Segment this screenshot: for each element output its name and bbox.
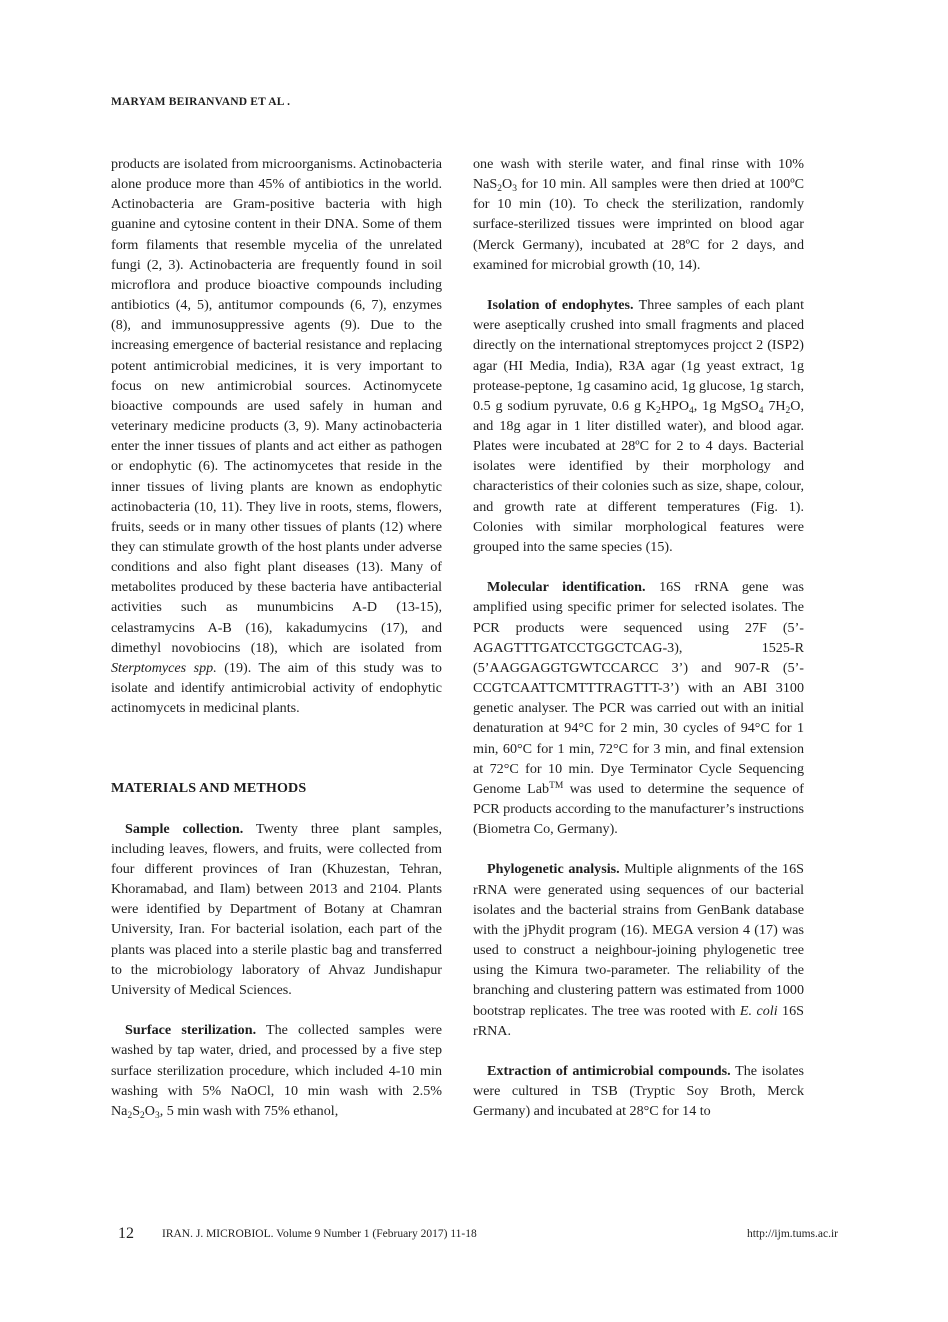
- subscript: 2: [656, 405, 661, 416]
- phylogenetic-text-b: 16S rRNA.: [473, 1002, 804, 1039]
- isolation-paragraph: [473, 295, 804, 557]
- subscript: 2: [497, 184, 503, 195]
- page-footer: [111, 1225, 838, 1248]
- continuation-text-b: for 10 min. All samples were then dried at 100ºC for 10 min (10). To check the sterilization, randomly surface-sterilized tissues were imprinted on blood agar (Merck Germany), incubated at 28ºC for 2 days, and examined for microbial growth (10, 14).: [473, 176, 804, 273]
- sample-collection-paragraph: [111, 819, 442, 1000]
- subscript: 4: [758, 405, 764, 416]
- subscript: 3: [154, 1110, 160, 1121]
- continuation-paragraph: [473, 154, 804, 275]
- subscript: 2: [140, 1110, 145, 1121]
- isolation-title: Isolation of endophytes.: [487, 297, 634, 314]
- subscript: 2: [127, 1110, 133, 1121]
- phylogenetic-paragraph: [473, 859, 804, 1040]
- isolation-text-a: Three samples of each plant were aseptically crushed into small fragments and placed directly on the international streptomyces projcct 2 (ISP2) agar (HI Media, India), R3A agar (1g yeast extract, 1g protease-peptone, 1g casamino acid, 1g glucose, 1g starch, 0.5 g sodium pyruvate, 0.6 g K: [473, 297, 804, 414]
- journal-citation: IRAN. J. MICROBIOL. Volume 9 Number 1 (February 2017) 11-18: [162, 1228, 477, 1240]
- surface-text-a: The collected samples were washed by tap water, dried, and processed by a five step surface sterilization procedure, which included 4-10 min washing with 5% NaOCl, 10 min wash with 2.5% Na: [111, 1022, 442, 1119]
- sample-collection-text: Twenty three plant samples, including leaves, flowers, and fruits, were collected from four different provinces of Iran (Khuzestan, Tehran, Khoramabad, and Ilam) between 2013 and 2104. Plants were identified by Department of Botany at Chamran University, Iran. For bacterial isolation, each part of the plants was placed into a sterile plastic bag and transferred to the microbiology laboratory of Ahvaz Jundishapur University of Medical Sciences.: [111, 820, 442, 998]
- molecular-title: Molecular identification.: [487, 579, 646, 596]
- intro-italic: Sterptomyces spp.: [111, 659, 217, 676]
- surface-text-b: , 5 min wash with 75% ethanol,: [159, 1102, 339, 1119]
- subscript: 2: [785, 405, 791, 416]
- running-head: MARYAM BEIRANVAND ET AL .: [111, 96, 291, 108]
- intro-paragraph: [111, 154, 442, 718]
- formula-part: O: [502, 176, 513, 193]
- right-column: [473, 154, 804, 1121]
- formula-part: O: [144, 1102, 155, 1119]
- intro-text: products are isolated from microorganisms. Actinobacteria alone produce more than 45% of antibiotics in the world. Actinobacteria are Gram-positive bacteria with high guanine and cytosine content in their DNA. Some of them form filaments that resemble mycelia of the unrelated fungi (2, 3). Actinobacteria are frequently found in soil microflora and produce bioactive compounds including antibiotics (4, 5), antitumor compounds (6, 7), enzymes (8), and immunosuppressive agents (9). Due to the increasing emergence of bacterial resistance and replacing potent antimicrobial medicines, it is very important to focus on new antimicrobial sources. Actinomycete bioactive compounds are used safely in human and veterinary medicine products (3, 9). Many actinobacteria enter the inner tissues of plants and act either as pathogen or endophytic (6). The actinomycetes that reside in the inner tissues of living plants are known as endophytic actinobacteria (10, 11). They live in roots, stems, flowers, fruits, seeds or in many other tissues of plants (12) where they can stimulate growth of the host plants under adverse conditions and also fight plant diseases (13). Many of metabolites produced by these bacteria have antibacterial activities such as munumbicins A-D (13-15), celastramycins A-B (16), kakadumycins (17), and dimethyl novobiocins (18), which are isolated from: [111, 156, 442, 656]
- subscript: 3: [512, 184, 517, 195]
- surface-sterilization-paragraph: [111, 1020, 442, 1121]
- trademark-superscript: TM: [549, 780, 564, 791]
- extraction-title: Extraction of antimicrobial compounds.: [487, 1062, 731, 1079]
- continuation-text-a: one wash with sterile water, and final rinse with 10% NaS: [473, 156, 804, 193]
- section-heading: MATERIALS AND METHODS: [111, 780, 307, 797]
- extraction-paragraph: [473, 1061, 804, 1121]
- phylogenetic-title: Phylogenetic analysis.: [487, 861, 620, 878]
- phylogenetic-text-a: Multiple alignments of the 16S rRNA were generated using sequences of our bacterial isolates and the bacterial strains from GenBank database with the jPhydit program (16). MEGA version 4 (17) was used to construct a neighbour-joining phylogenetic tree using the Kimura two-parameter. The reliability of the branching and clustering pattern was estimated from 1000 bootstrap replicates. The tree was rooted with: [473, 861, 804, 1019]
- formula-part: , 1g MgSO: [693, 397, 759, 414]
- page-number: 12: [118, 1225, 134, 1242]
- journal-url[interactable]: http://ijm.tums.ac.ir: [746, 1228, 838, 1240]
- left-column: [111, 154, 442, 1121]
- molecular-text-a: 16S rRNA gene was amplified using specific primer for selected isolates. The PCR products were sequenced using 27F (5’-AGAGTTTGATCCTGGCTCAG-3), 1525-R (5’AAGGAGGTGWTCCARCC 3’) and 907-R (5’-CCGTCAATTCMTTTRAGTTT-3’) with an ABI 3100 genetic analyser. The PCR was carried out with an initial denaturation at 94°C for 2 min, 30 cycles of 94°C for 1 min, 60°C for 1 min, 72°C for 3 min, and final extension at 72°C for 10 min. Dye Terminator Cycle Sequencing Genome Lab: [473, 579, 804, 797]
- surface-sterilization-title: Surface sterilization.: [125, 1022, 257, 1039]
- intro-end: (19). The aim of this study was to isolate and identify antimicrobial activity of endophytic actinomycets in medicinal plants.: [111, 659, 442, 717]
- formula-part: HPO: [660, 397, 689, 414]
- formula-part: 7H: [763, 397, 786, 414]
- molecular-paragraph: [473, 577, 804, 839]
- phylogenetic-italic: E. coli: [739, 1002, 778, 1019]
- sample-collection-title: Sample collection.: [125, 820, 244, 837]
- extraction-text: The isolates were cultured in TSB (Tryptic Soy Broth, Merck Germany) and incubated at 28°C for 14 to: [473, 1062, 805, 1120]
- isolation-text-b: O, and 18g agar in 1 liter distilled water), and blood agar. Plates were incubated at 28ºC for 2 to 4 days. Bacterial isolates were identified by their morphology and characteristics of their colonies such as size, shape, colour, and growth rate at different temperatures (Fig. 1). Colonies with similar morphological features were grouped into the same species (15).: [473, 397, 804, 555]
- formula-part: S: [132, 1102, 141, 1119]
- molecular-text-b: was used to determine the sequence of PCR products according to the manufacturer’s instructions (Biometra Co, Germany).: [473, 780, 804, 838]
- subscript: 4: [689, 405, 694, 416]
